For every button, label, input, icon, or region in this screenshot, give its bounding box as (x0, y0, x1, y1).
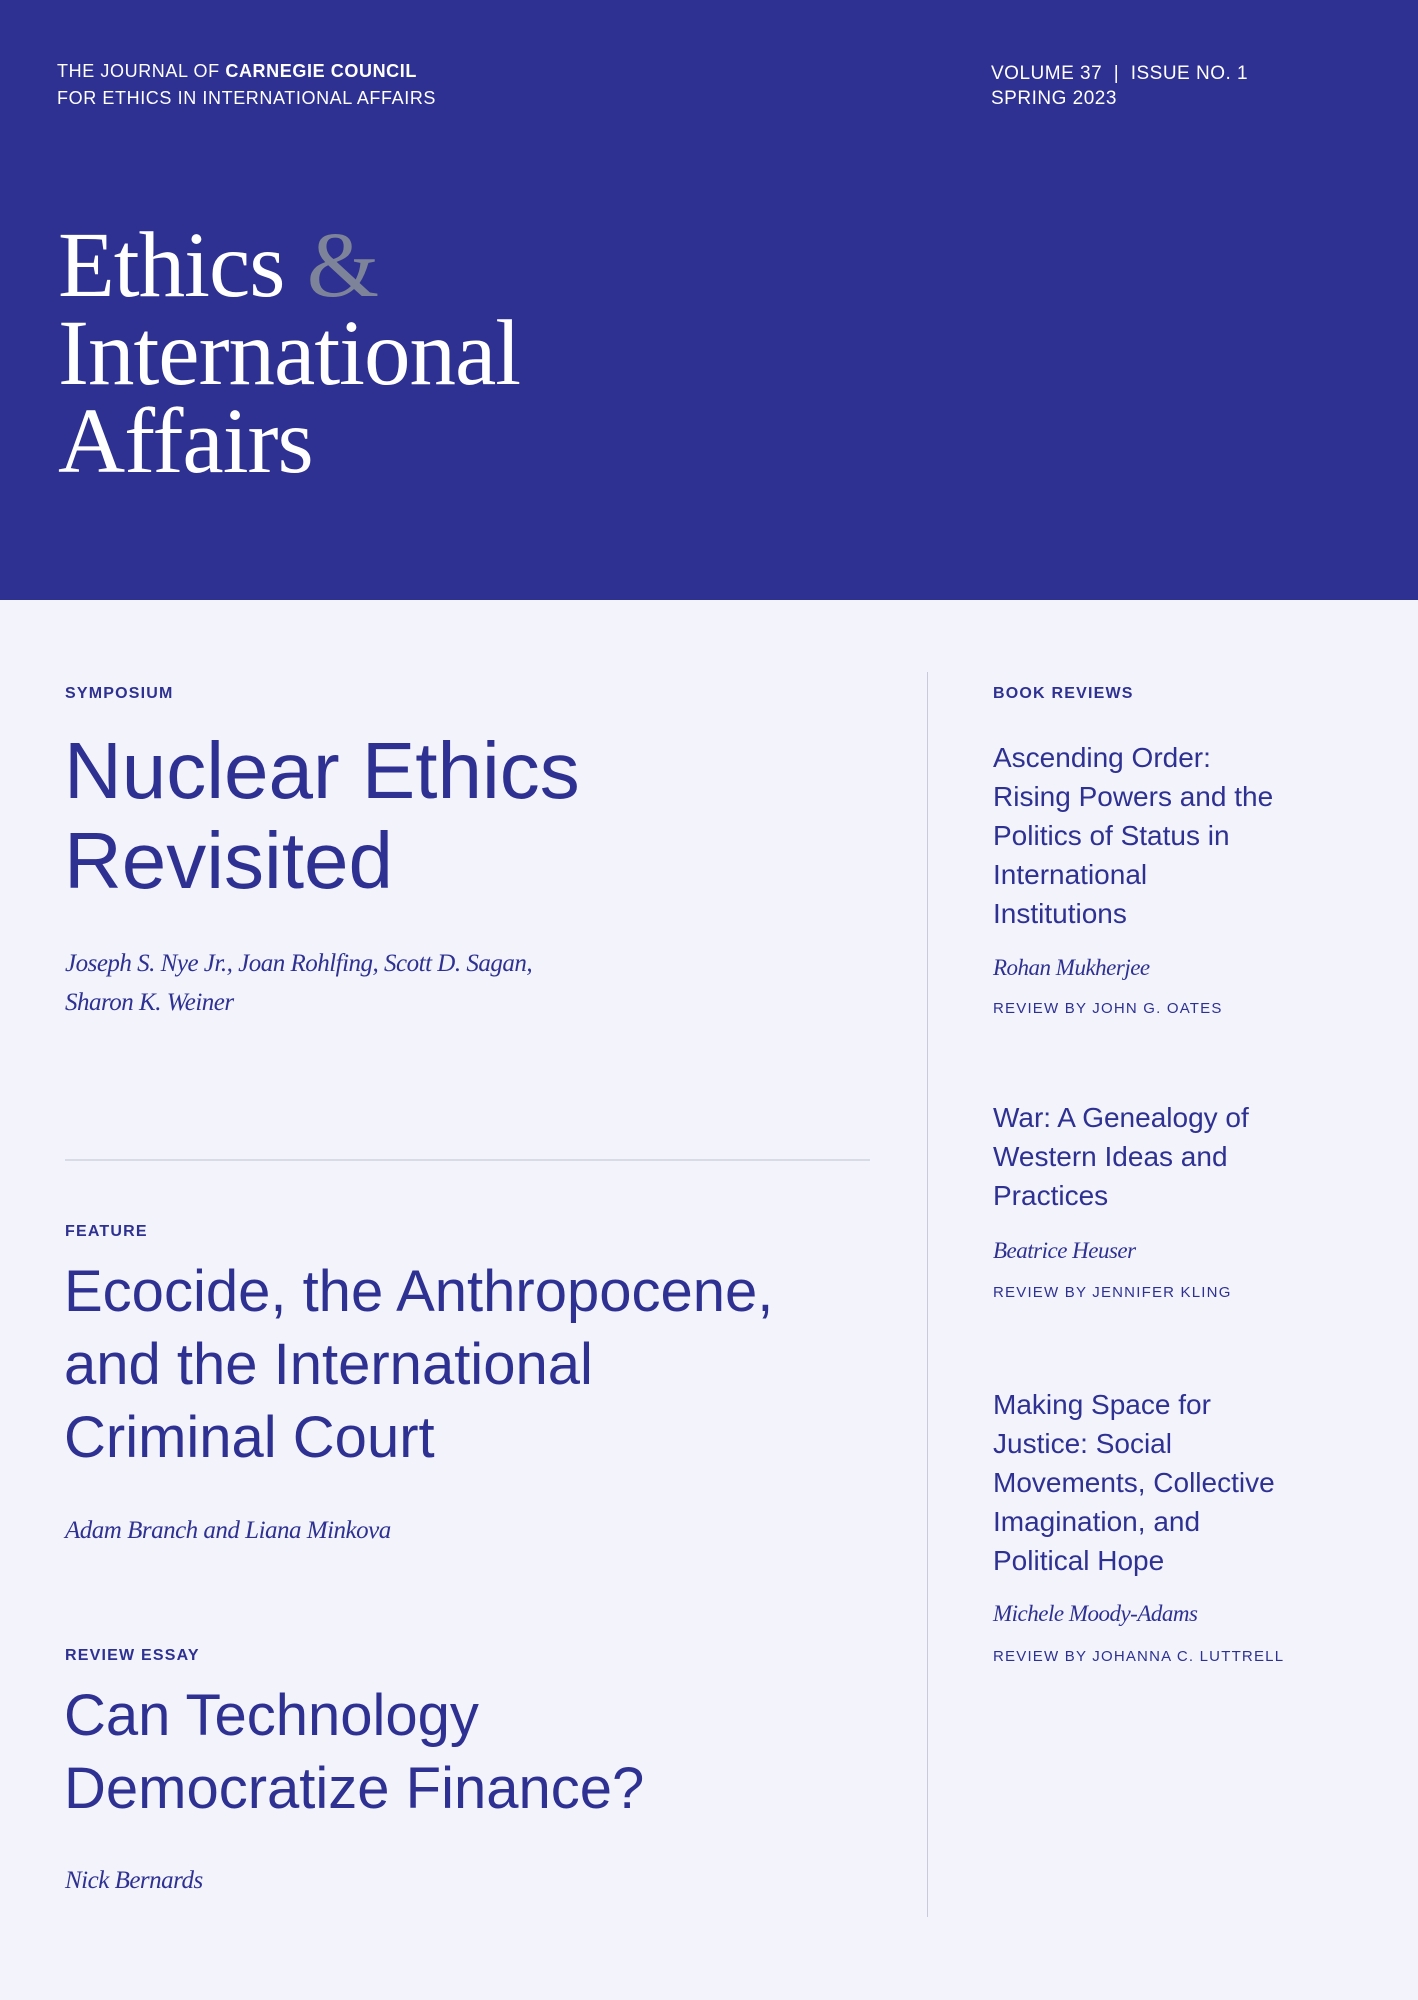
book-title-line: Ascending Order: (993, 742, 1211, 773)
review-essay-title (64, 1679, 644, 1825)
feature-label: FEATURE (65, 1223, 148, 1240)
symposium-title-line: Nuclear Ethics (64, 726, 580, 815)
volume-issue: VOLUME 37 | ISSUE NO. 1 (991, 63, 1249, 84)
journal-name-line-2: FOR ETHICS IN INTERNATIONAL AFFAIRS (57, 88, 437, 108)
book-title-line: Political Hope (993, 1545, 1165, 1576)
issue-season: SPRING 2023 (991, 88, 1117, 109)
book-reviews-label: BOOK REVIEWS (993, 685, 1134, 702)
review-essay-authors: Nick Bernards (65, 1867, 203, 1894)
book-reviewer: REVIEW BY JOHN G. OATES (993, 1000, 1223, 1017)
book-title-line: Politics of Status in (993, 820, 1230, 851)
book-title-line: Justice: Social (993, 1428, 1172, 1459)
book-title-line: Western Ideas and (993, 1141, 1228, 1172)
title-ampersand: & (306, 214, 379, 317)
book-reviewer: REVIEW BY JOHANNA C. LUTTRELL (993, 1648, 1285, 1665)
journal-prefix: THE JOURNAL OF (57, 61, 226, 81)
journal-name-line-1 (57, 61, 417, 82)
cover-header (0, 0, 1418, 600)
column-divider (927, 672, 928, 1917)
book-author: Beatrice Heuser (993, 1238, 1136, 1263)
book-title-line: Movements, Collective (993, 1467, 1275, 1498)
feature-title-line: Ecocide, the Anthropocene, (64, 1259, 774, 1324)
journal-org: CARNEGIE COUNCIL (225, 61, 417, 81)
book-title-line: Imagination, and (993, 1506, 1201, 1537)
book-title-line: Institutions (993, 898, 1127, 929)
book-title-line: Making Space for (993, 1389, 1211, 1420)
book-review-title (993, 1098, 1353, 1215)
feature-title (64, 1255, 773, 1474)
symposium-title-line: Revisited (64, 816, 394, 905)
section-divider (65, 1159, 870, 1161)
book-title-line: Rising Powers and the (993, 781, 1274, 812)
book-author: Michele Moody-Adams (993, 1601, 1198, 1626)
book-title-line: Practices (993, 1180, 1109, 1211)
feature-title-line: and the International (64, 1332, 593, 1397)
feature-authors: Adam Branch and Liana Minkova (65, 1517, 391, 1544)
symposium-label: SYMPOSIUM (65, 685, 174, 702)
symposium-author-line: Sharon K. Weiner (65, 989, 234, 1016)
book-review-title (993, 1385, 1353, 1580)
book-review-title (993, 738, 1353, 933)
book-author: Rohan Mukherjee (993, 955, 1150, 980)
journal-title (58, 214, 521, 493)
symposium-authors (65, 944, 532, 1022)
review-essay-label: REVIEW ESSAY (65, 1647, 200, 1664)
title-word-ethics: Ethics (58, 214, 285, 317)
book-title-line: War: A Genealogy of (993, 1102, 1249, 1133)
review-essay-title-line: Can Technology (64, 1683, 479, 1748)
book-reviewer: REVIEW BY JENNIFER KLING (993, 1284, 1232, 1301)
title-word-affairs: Affairs (58, 390, 313, 493)
title-word-international: International (58, 302, 521, 405)
book-title-line: International (993, 859, 1148, 890)
feature-title-line: Criminal Court (64, 1405, 435, 1470)
symposium-author-line: Joseph S. Nye Jr., Joan Rohlfing, Scott D. Sagan, (65, 950, 533, 977)
symposium-title (64, 726, 580, 906)
review-essay-title-line: Democratize Finance? (64, 1756, 645, 1821)
